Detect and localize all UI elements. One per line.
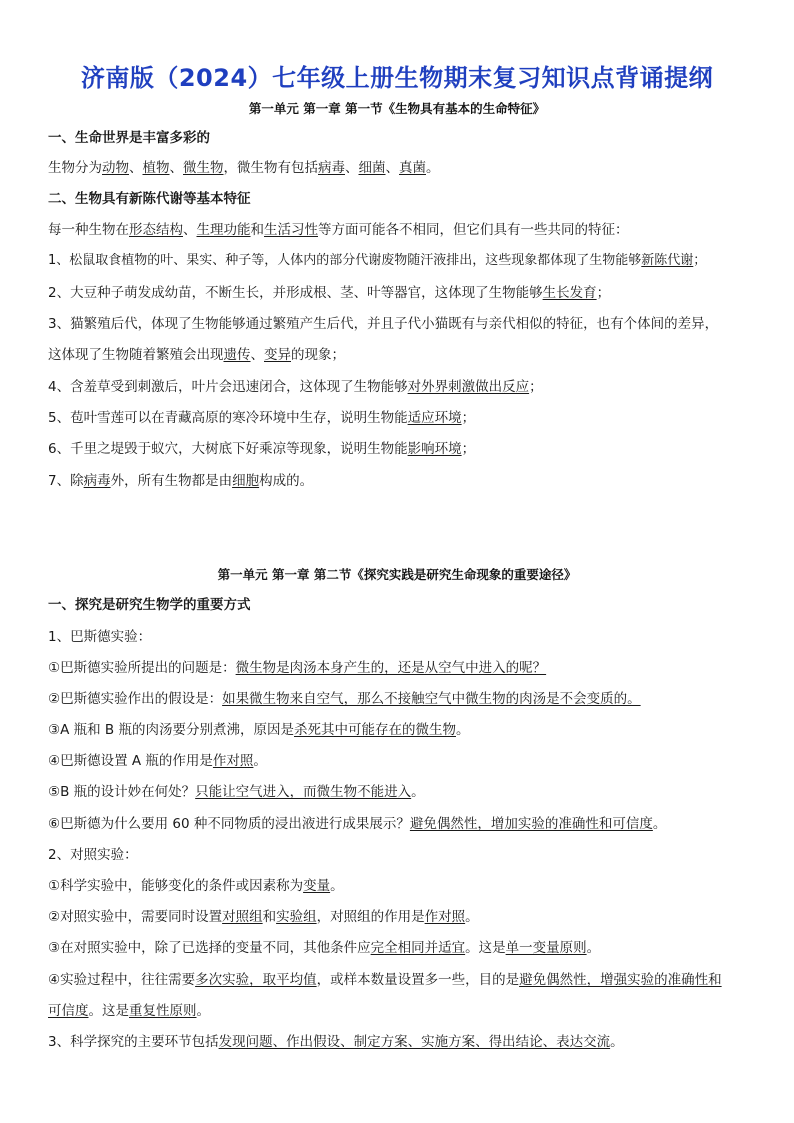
paragraph: ②对照实验中，需要同时设置对照组和实验组，对照组的作用是作对照。 <box>48 909 479 925</box>
section-heading-2: 第一单元 第一章 第二节《探究实践是研究生命现象的重要途径》 <box>217 567 577 582</box>
paragraph: ④巴斯德设置 A 瓶的作用是作对照。 <box>48 753 267 769</box>
paragraph: 可信度。这是重复性原则。 <box>48 1003 210 1019</box>
paragraph: ①巴斯德实验所提出的问题是：微生物是肉汤本身产生的，还是从空气中进入的呢？ <box>48 660 547 676</box>
paragraph: ①科学实验中，能够变化的条件或因素称为变量。 <box>48 878 344 894</box>
paragraph: 4、含羞草受到刺激后，叶片会迅速闭合，这体现了生物能够对外界刺激做出反应； <box>48 379 543 395</box>
paragraph: 1、巴斯德实验： <box>48 629 152 645</box>
section-heading-1: 第一单元 第一章 第一节《生物具有基本的生命特征》 <box>248 101 546 116</box>
paragraph: 这体现了生物随着繁殖会出现遗传、变异的现象； <box>48 347 345 363</box>
paragraph: ②巴斯德实验作出的假设是：如果微生物来自空气，那么不接触空气中微生物的肉汤是不会变质的。 <box>48 691 641 707</box>
paragraph: 7、除病毒外，所有生物都是由细胞构成的。 <box>48 473 314 489</box>
paragraph: 3、猫繁殖后代，体现了生物能够通过繁殖产生后代，并且子代小猫既有与亲代相似的特征，也有个体间的差异， <box>48 316 719 332</box>
subheading: 二、生物具有新陈代谢等基本特征 <box>48 191 251 207</box>
paragraph: 1、松鼠取食植物的叶、果实、种子等，人体内的部分代谢废物随汗液排出，这些现象都体现了生物能够新陈代谢； <box>48 253 707 268</box>
paragraph: 生物分为动物、植物、微生物，微生物有包括病毒、细菌、真菌。 <box>48 160 440 176</box>
paragraph: ⑤B 瓶的设计妙在何处？只能让空气进入，而微生物不能进入。 <box>48 784 425 800</box>
paragraph: 5、苞叶雪莲可以在青藏高原的寒冷环境中生存，说明生物能适应环境； <box>48 410 476 426</box>
paragraph: ③A 瓶和 B 瓶的肉汤要分别煮沸，原因是杀死其中可能存在的微生物。 <box>48 722 470 738</box>
paragraph: 每一种生物在形态结构、生理功能和生活习性等方面可能各不相同，但它们具有一些共同的特征： <box>48 222 629 238</box>
document-title: 济南版（2024）七年级上册生物期末复习知识点背诵提纲 <box>80 64 714 92</box>
paragraph: 2、大豆种子萌发成幼苗，不断生长，并形成根、茎、叶等器官，这体现了生物能够生长发育； <box>48 285 611 301</box>
subheading: 一、生命世界是丰富多彩的 <box>48 130 210 146</box>
subheading: 一、探究是研究生物学的重要方式 <box>48 597 251 613</box>
paragraph: ⑥巴斯德为什么要用 60 种不同物质的浸出液进行成果展示？避免偶然性，增加实验的准确性和可信度。 <box>48 816 667 832</box>
paragraph: 2、对照实验： <box>48 847 138 863</box>
paragraph: 6、千里之堤毁于蚁穴，大树底下好乘凉等现象，说明生物能影响环境； <box>48 441 476 457</box>
paragraph: 3、科学探究的主要环节包括发现问题、作出假设、制定方案、实施方案、得出结论、表达交流。 <box>48 1034 624 1050</box>
paragraph: ④实验过程中，往往需要多次实验，取平均值，或样本数量设置多一些，目的是避免偶然性，增强实验的准确性和 <box>48 972 722 988</box>
paragraph: ③在对照实验中，除了已选择的变量不同，其他条件应完全相同并适宜。这是单一变量原则。 <box>48 940 601 956</box>
